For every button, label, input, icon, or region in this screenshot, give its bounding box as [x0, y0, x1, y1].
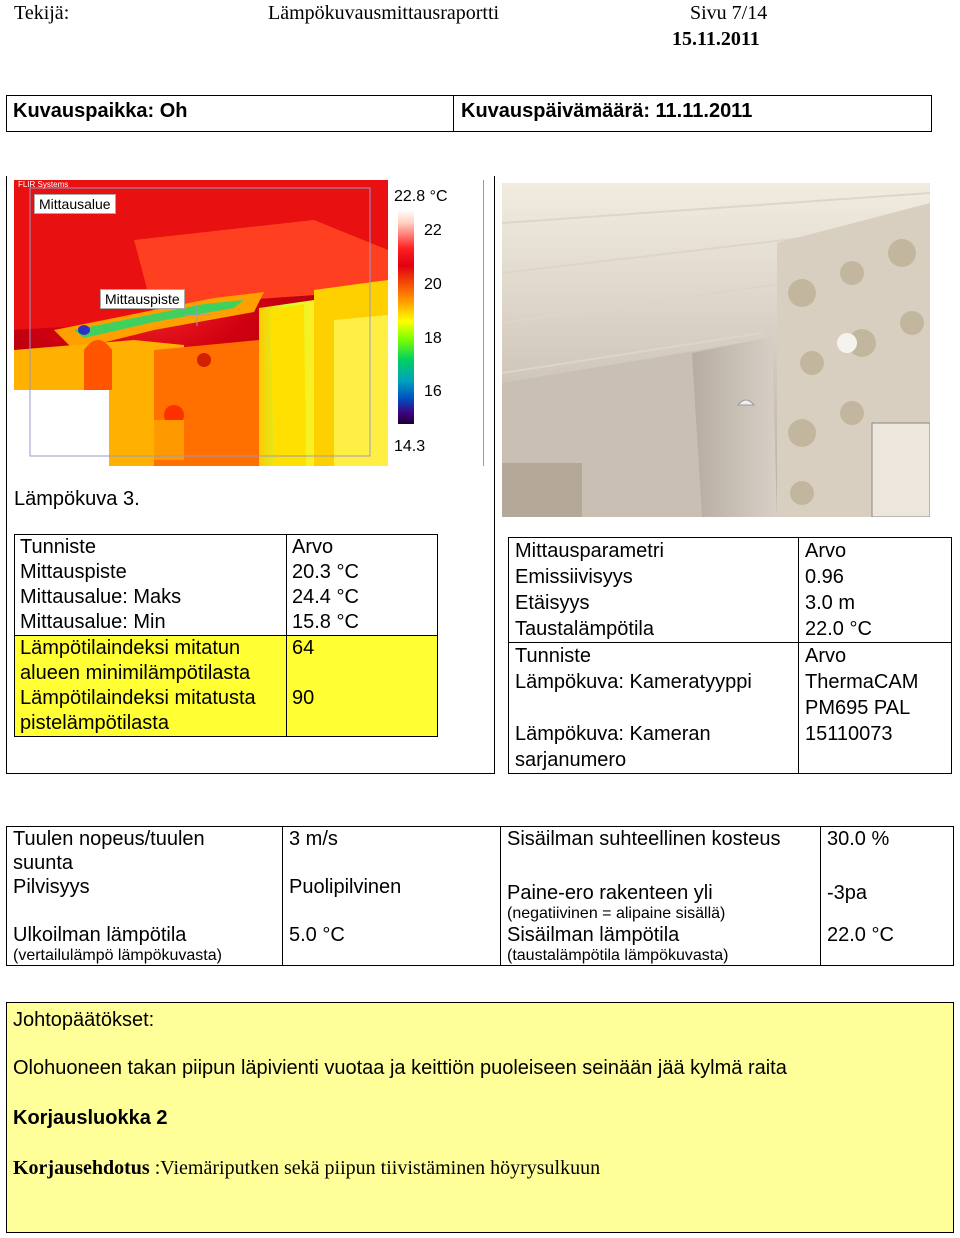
image-caption: Lämpökuva 3. — [14, 488, 140, 510]
param-value: 22.0 °C — [799, 616, 952, 643]
row-label: Mittausalue: Maks — [15, 585, 287, 610]
place-bar — [6, 95, 932, 132]
row-label: Mittauspiste — [15, 560, 287, 585]
outdoor-value: 5.0 °C — [283, 923, 501, 966]
serial-label: Lämpökuva: Kameran sarjanumero — [509, 721, 799, 774]
pressure-value: -3pa — [821, 875, 954, 923]
param-value: 0.96 — [799, 564, 952, 590]
measurements-table — [14, 534, 438, 737]
humidity-value: 30.0 % — [821, 827, 954, 876]
row-value: 24.4 °C — [287, 585, 438, 610]
param-value: 3.0 m — [799, 590, 952, 616]
conclusion-heading: Johtopäätökset: — [13, 1009, 155, 1031]
area-label: Mittausalue — [34, 194, 116, 214]
temperature-scale — [388, 180, 484, 466]
index-label: Lämpötilaindeksi mitatusta pistelämpötilasta — [15, 686, 287, 737]
repair-class: Korjausluokka 2 — [13, 1107, 168, 1129]
thermal-image — [14, 180, 388, 466]
report-date: 15.11.2011 — [672, 28, 760, 50]
col-header: Arvo — [799, 538, 952, 565]
conclusion-text: Olohuoneen takan piipun läpivienti vuotaa ja keittiön puoleiseen seinään jää kylmä raita — [13, 1057, 787, 1079]
scale-tick: 22 — [424, 222, 442, 239]
color-scale-bar — [398, 210, 414, 424]
suggestion-label: Korjausehdotus — [13, 1157, 150, 1179]
pressure-label: Paine-ero rakenteen yli (negatiivinen = alipaine sisällä) — [501, 875, 821, 923]
col-header: Mittausparametri — [509, 538, 799, 565]
row-value: 20.3 °C — [287, 560, 438, 585]
repair-suggestion — [13, 1157, 600, 1180]
spot-label: Mittauspiste — [100, 289, 185, 309]
wind-value: 3 m/s — [283, 827, 501, 876]
cloud-value: Puolipilvinen — [283, 875, 501, 923]
vendor-logo: FLIR Systems — [18, 180, 69, 189]
location: Kuvauspaikka: Oh — [13, 100, 188, 122]
shoot-date: Kuvauspäivämäärä: 11.11.2011 — [461, 100, 753, 122]
row-value: 15.8 °C — [287, 610, 438, 636]
report-title: Lämpökuvausmittausraportti — [268, 2, 500, 24]
index-value: 64 — [287, 636, 438, 687]
page-number: Sivu 7/14 — [690, 2, 768, 24]
indoor-label: Sisäilman lämpötila (taustalämpötila lämpökuvasta) — [501, 923, 821, 966]
row-label: Mittausalue: Min — [15, 610, 287, 636]
conclusion-box — [6, 1002, 954, 1233]
serial-value: 15110073 — [799, 721, 952, 774]
col-header: Tunniste — [509, 643, 799, 670]
camera-type-label: Lämpökuva: Kameratyyppi — [509, 669, 799, 721]
author-label: Tekijä: — [14, 2, 70, 24]
wind-label: Tuulen nopeus/tuulen suunta — [7, 827, 283, 876]
indoor-value: 22.0 °C — [821, 923, 954, 966]
col-header: Arvo — [799, 643, 952, 670]
scale-max: 22.8 °C — [394, 188, 448, 205]
param-label: Etäisyys — [509, 590, 799, 616]
conditions-table — [6, 826, 954, 966]
index-value: 90 — [287, 686, 438, 737]
scale-min: 14.3 — [394, 438, 426, 455]
scale-tick: 16 — [424, 383, 442, 400]
humidity-label: Sisäilman suhteellinen kosteus — [501, 827, 821, 876]
scale-tick: 20 — [424, 276, 442, 293]
col-header: Arvo — [287, 535, 438, 561]
index-label: Lämpötilaindeksi mitatun alueen minimilämpötilasta — [15, 636, 287, 687]
camera-type-value: ThermaCAM PM695 PAL — [799, 669, 952, 721]
suggestion-text: :Viemäriputken sekä piipun tiivistäminen höyrysulkuun — [149, 1157, 601, 1179]
col-header: Tunniste — [15, 535, 287, 561]
scale-tick: 18 — [424, 330, 442, 347]
cloud-label: Pilvisyys — [7, 875, 283, 923]
room-photo — [502, 183, 930, 517]
outdoor-label: Ulkoilman lämpötila (vertailulämpö lämpökuvasta) — [7, 923, 283, 966]
param-label: Taustalämpötila — [509, 616, 799, 643]
parameters-table — [508, 537, 952, 774]
param-label: Emissiivisyys — [509, 564, 799, 590]
